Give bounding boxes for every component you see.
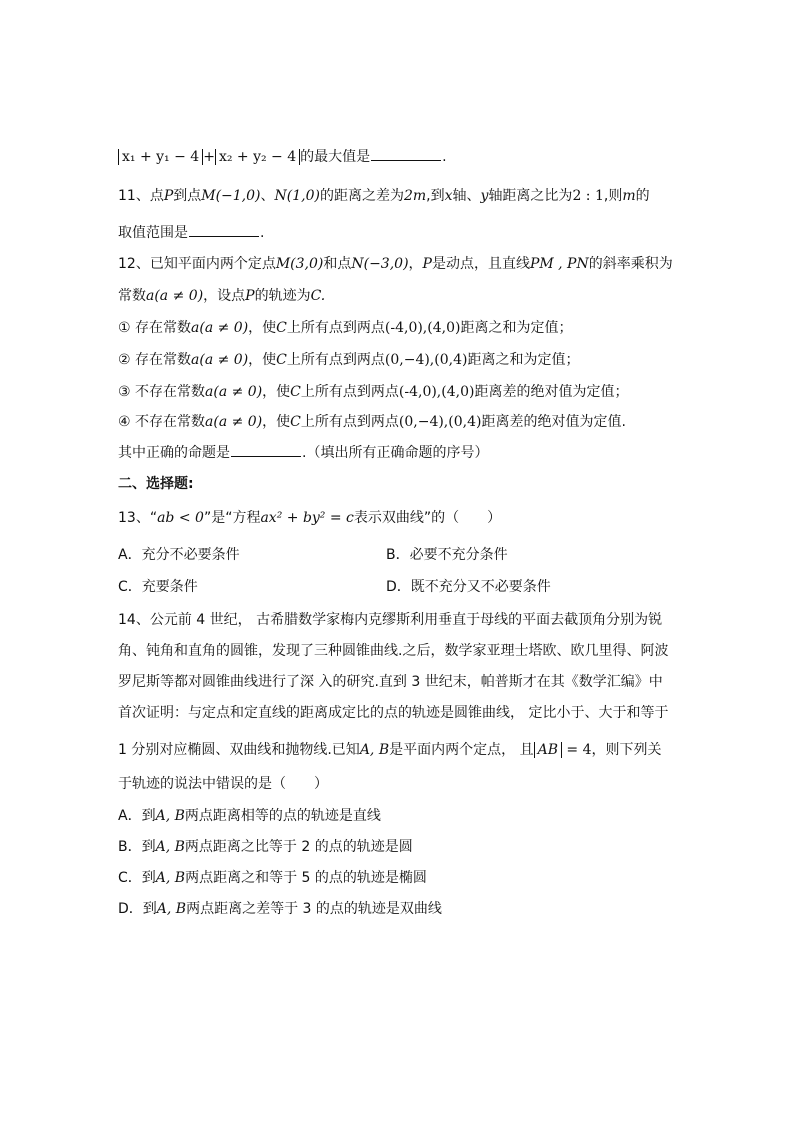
opt3-d: 距离差的绝对值为定值；: [474, 384, 629, 400]
q12-text-e: 的斜率乘积为: [588, 256, 673, 272]
q12-text-d: 是动点，且直线: [431, 256, 530, 272]
q12-option-1: [118, 318, 572, 338]
points-y-axis: (0,−4),(0,4): [384, 352, 468, 368]
lines-pm-pn: PM , PN: [529, 256, 589, 272]
q12-option-4: [118, 412, 626, 432]
q14-option-b[interactable]: [118, 837, 413, 857]
opt4-d: 距离差的绝对值为定值.: [481, 414, 626, 430]
q11-text-a: 11、点: [118, 188, 164, 204]
plus-sign: +: [203, 149, 215, 165]
y-axis-var: y: [480, 188, 489, 204]
opt4-b: ，使: [262, 414, 291, 430]
q11-text-b: 到点: [173, 188, 202, 204]
points-ab: A, B: [155, 808, 185, 824]
distance-2m: 2m: [403, 188, 427, 204]
curve-c: C: [276, 320, 287, 336]
q13-text-b: ”是“方程: [203, 510, 261, 526]
q14-text-5a: 1 分别对应椭圆、双曲线和抛物线.已知: [118, 742, 360, 758]
q14-d-label: D．到: [118, 901, 157, 917]
q12-line1: [118, 254, 673, 274]
abs-expr-2: x₂ + y₂ − 4: [215, 149, 300, 165]
abs-ab: AB: [534, 742, 562, 758]
opt1-b: ，使: [248, 320, 277, 336]
points-ab: A, B: [156, 901, 187, 917]
const-a: a(a ≠ 0): [191, 320, 249, 336]
q12-text-h: 的轨迹为: [254, 288, 311, 304]
const-a: a(a ≠ 0): [146, 288, 204, 304]
q11-text-f: 轴、: [452, 188, 481, 204]
q14-option-d[interactable]: [118, 899, 442, 919]
q12-option-3: [118, 382, 628, 402]
q14-c-label: C．到: [118, 870, 156, 886]
equals-4: = 4: [561, 742, 592, 758]
q12-answer-label: 其中正确的命题是: [118, 445, 230, 461]
q12-line2: [118, 286, 325, 306]
q14-text-5c: ，则下列关: [591, 742, 662, 758]
opt3-a: ③ 不存在常数: [118, 384, 206, 400]
q13-stem: [118, 508, 501, 528]
x-axis-var: x: [444, 188, 453, 204]
q12-text-b: 和点: [323, 256, 352, 272]
curve-c: C: [290, 384, 301, 400]
point-m: M(−1,0): [201, 188, 261, 204]
point-p: P: [163, 188, 174, 204]
point-n3: N(−3,0): [351, 256, 409, 272]
opt3-b: ，使: [262, 384, 291, 400]
q13-options-row1: [118, 545, 240, 565]
answer-blank-q10[interactable]: [371, 146, 441, 161]
curve-c: C: [276, 352, 287, 368]
q11-text-e: ,到: [426, 188, 445, 204]
opt1-a: ① 存在常数: [118, 320, 192, 336]
opt2-a: ② 存在常数: [118, 352, 192, 368]
q12-answer-note: .（填出所有正确命题的序号）: [302, 445, 489, 461]
q13-options-row2: [118, 577, 198, 597]
q14-line2: 角、钝角和直角的圆锥，发现了三种圆锥曲线.之后，数学家亚理士塔欧、欧几里得、阿波: [118, 643, 669, 659]
points-x-axis: (-4,0),(4,0): [398, 384, 475, 400]
q14-line6: 于轨迹的说法中错误的是（ ）: [118, 776, 328, 792]
q12-text-g: ，设点: [203, 288, 246, 304]
q14-line3: 罗尼斯等都对圆锥曲线进行了深 入的研究.直到 3 世纪末，帕普斯才在其《数学汇编》中: [118, 674, 663, 690]
opt2-b: ，使: [248, 352, 277, 368]
points-y-axis: (0,−4),(0,4): [398, 414, 482, 430]
q14-a-label: A．到: [118, 808, 156, 824]
equation: ax² + by² = c: [260, 510, 354, 526]
q13-option-c[interactable]: C．充要条件: [118, 579, 198, 595]
opt4-a: ④ 不存在常数: [118, 414, 206, 430]
point-p: P: [422, 256, 432, 272]
curve-c: C: [290, 414, 301, 430]
q11-text-i: 的: [635, 188, 650, 204]
answer-blank-q12[interactable]: [231, 442, 301, 457]
q13-option-d[interactable]: D．既不充分又不必要条件: [386, 579, 551, 595]
points-ab: A, B: [155, 870, 186, 886]
q12-answer-line: [118, 442, 488, 463]
q11-text-h: ,则: [603, 188, 623, 204]
q12-text-c: ，: [408, 256, 423, 272]
q13-text-c: 表示双曲线”的（ ）: [353, 510, 502, 526]
const-a: a(a ≠ 0): [205, 384, 263, 400]
q11-text-range: 取值范围是: [118, 225, 188, 241]
points-ab: A, B: [359, 742, 390, 758]
opt4-c: 上所有点到两点: [300, 414, 399, 430]
q14-option-a[interactable]: [118, 806, 381, 826]
opt1-d: 距离之和为定值；: [460, 320, 573, 336]
point-m3: M(3,0): [275, 256, 324, 272]
var-m: m: [622, 188, 636, 204]
const-a: a(a ≠ 0): [205, 414, 263, 430]
point-n: N(1,0): [274, 188, 320, 204]
points-ab: A, B: [155, 839, 185, 855]
q13-option-b[interactable]: B．必要不充分条件: [386, 547, 508, 563]
section-heading-choice: 二、选择题:: [118, 476, 194, 492]
q14-c-text: 两点距离之和等于 5 的点的轨迹是椭圆: [185, 870, 427, 886]
q14-line1: 14、公元前 4 世纪， 古希腊数学家梅内克缪斯利用垂直于母线的平面去截顶角分别为锐: [118, 612, 663, 628]
point-p: P: [245, 288, 255, 304]
q14-line5: [118, 740, 662, 760]
q10-tail-line: x₁ + y₁ − 4 + x₂ + y₂ − 4 的最大值是 .: [118, 146, 447, 167]
q13-text-a: 13、“: [118, 510, 158, 526]
const-a: a(a ≠ 0): [191, 352, 249, 368]
q14-line4: 首次证明：与定点和定直线的距离成定比的点的轨迹是圆锥曲线， 定比小于、大于和等于: [118, 705, 669, 721]
q11-text-c: 、: [260, 188, 275, 204]
opt1-c: 上所有点到两点: [286, 320, 385, 336]
ratio: 2 : 1: [572, 188, 604, 204]
q14-d-text: 两点距离之差等于 3 的点的轨迹是双曲线: [186, 901, 442, 917]
q11-text-d: 的距离之差为: [319, 188, 404, 204]
q14-option-c[interactable]: [118, 868, 427, 888]
curve-c: C.: [310, 288, 326, 304]
q11-text-g: 轴距离之比为: [488, 188, 573, 204]
q14-b-label: B．到: [118, 839, 156, 855]
q14-text-5b: 是平面内两个定点， 且: [389, 742, 534, 758]
q12-text-a: 12、已知平面内两个定点: [118, 256, 276, 272]
q14-a-text: 两点距离相等的点的轨迹是直线: [184, 808, 381, 824]
abs-expr-1: x₁ + y₁ − 4: [118, 149, 203, 165]
condition-ab: ab < 0: [157, 510, 204, 526]
opt3-c: 上所有点到两点: [300, 384, 399, 400]
answer-blank-q11[interactable]: [189, 222, 259, 237]
q13-option-a[interactable]: A．充分不必要条件: [118, 547, 240, 563]
opt2-d: 距离之和为定值；: [467, 352, 580, 368]
q14-b-text: 两点距离之比等于 2 的点的轨迹是圆: [184, 839, 413, 855]
q12-option-2: [118, 350, 579, 370]
q11-line2: 取值范围是 .: [118, 222, 264, 243]
q11-line1: [118, 186, 650, 206]
q10-tail-text: 的最大值是: [300, 149, 371, 165]
opt2-c: 上所有点到两点: [286, 352, 385, 368]
q12-text-f: 常数: [118, 288, 146, 304]
points-x-axis: (-4,0),(4,0): [384, 320, 461, 336]
